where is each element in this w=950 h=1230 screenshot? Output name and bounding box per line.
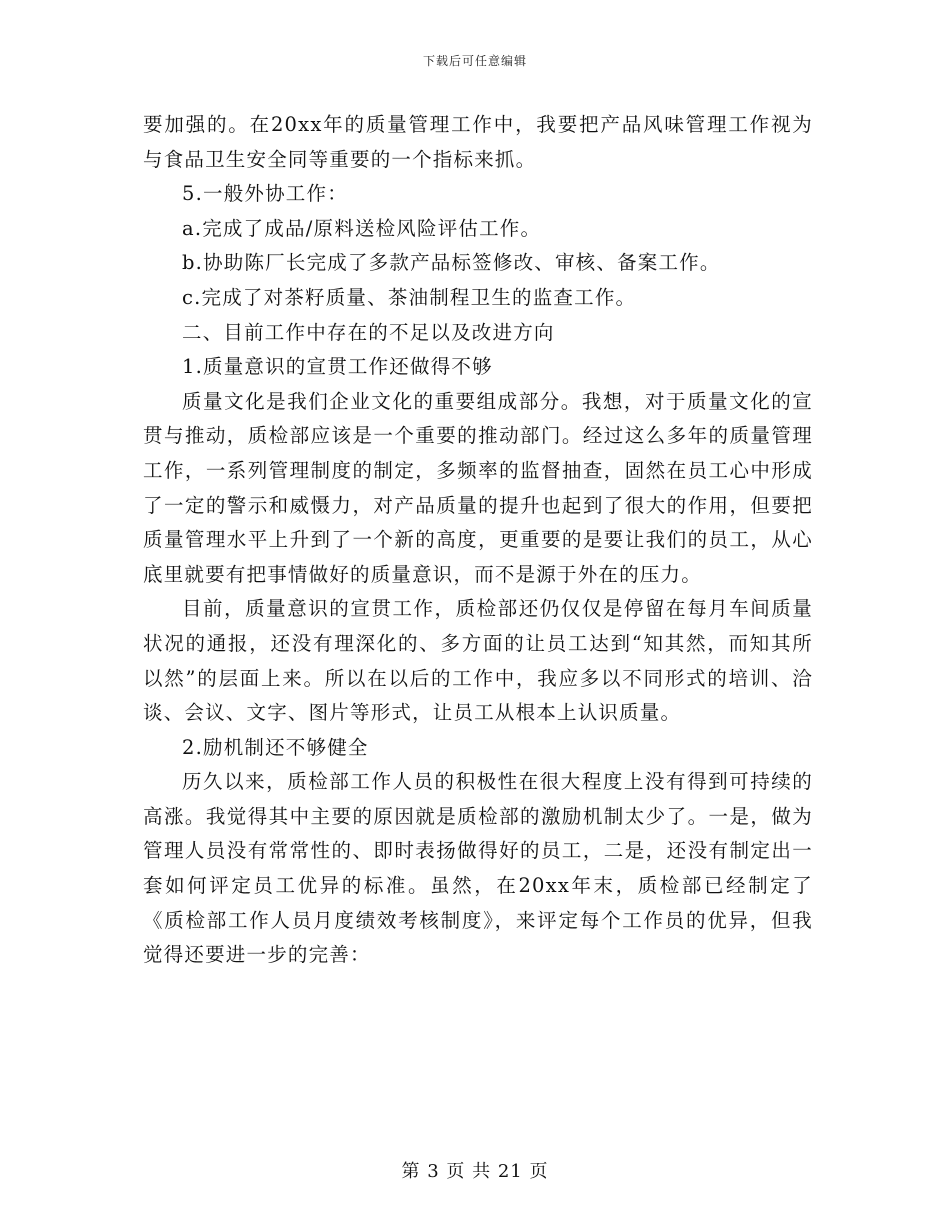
section-heading: 二、目前工作中存在的不足以及改进方向: [182, 320, 555, 344]
paragraph: 质量文化是我们企业文化的重要组成部分。我想，对于质量文化的宣贯与推动，质检部应该是一个重要的推动部门。经过这么多年的质量管理工作，一系列管理制度的制定，多频率的监督抽查，固然在员工心中形成了一定的警示和威慑力，对产品质量的提升也起到了很大的作用，但要把质量管理水平上升到了一个新的高度，更重要的是要让我们的员工，从心底里就要有把事情做好的质量意识，而不是源于外在的压力。: [143, 389, 813, 586]
document-body: [143, 108, 813, 973]
paragraph: 目前，质量意识的宣贯工作，质检部还仍仅仅是停留在每月车间质量状况的通报，还没有理深化的、多方面的让员工达到“知其然，而知其所以然”的层面上来。所以在以后的工作中，我应多以不同形式的培训、洽谈、会议、文字、图片等形式，让员工从根本上认识质量。: [143, 597, 813, 725]
subsection-heading: 2.励机制还不够健全: [182, 735, 369, 759]
paragraph: 要加强的。在20xx年的质量管理工作中，我要把产品风味管理工作视为与食品卫生安全同等重要的一个指标来抓。: [143, 113, 813, 171]
page-number: 第 3 页 共 21 页: [401, 1161, 549, 1182]
paragraph: b.协助陈厂长完成了多款产品标签修改、审核、备案工作。: [182, 251, 721, 275]
paragraph: 历久以来，质检部工作人员的积极性在很大程度上没有得到可持续的高涨。我觉得其中主要的原因就是质检部的激励机制太少了。一是，做为管理人员没有常常性的、即时表扬做得好的员工，二是，还没有制定出一套如何评定员工优异的标准。虽然，在20xx年末，质检部已经制定了《质检部工作人员月度绩效考核制度》，来评定每个工作员的优异，但我觉得还要进一步的完善：: [143, 770, 813, 967]
paragraph: 5.一般外协工作：: [182, 182, 348, 206]
paragraph: c.完成了对茶籽质量、茶油制程卫生的监查工作。: [182, 285, 637, 309]
subsection-heading: 1.质量意识的宣贯工作还做得不够: [182, 355, 493, 379]
page-header-note: 下载后可任意编辑: [422, 54, 527, 68]
paragraph: a.完成了成品/原料送检风险评估工作。: [182, 216, 542, 240]
